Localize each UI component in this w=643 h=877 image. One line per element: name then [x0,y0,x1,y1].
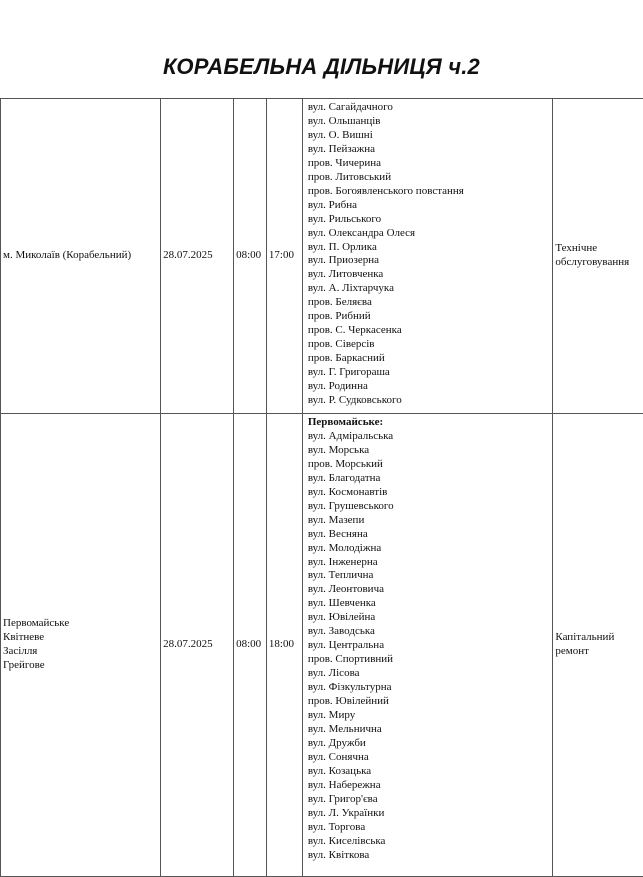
street-name: вул. Литовченка [308,268,550,282]
street-name: вул. А. Ліхтарчука [308,282,550,296]
street-name: вул. Шевченка [308,597,550,611]
street-name: пров. Чичерина [308,157,550,171]
start-time-cell: 08:00 [234,99,267,414]
street-name: пров. Спортивний [308,653,550,667]
street-name: вул. Заводська [308,625,550,639]
table-row [1,99,643,414]
street-name: вул. Лісова [308,667,550,681]
street-name: вул. Родинна [308,380,550,394]
street-name: вул. Сагайдачного [308,101,550,115]
street-name: пров. Рибний [308,310,550,324]
outage-schedule-table [0,98,643,877]
street-name: вул. Р. Судковського [308,394,550,408]
street-name: вул. Благодатна [308,472,550,486]
street-name: вул. Торгова [308,821,550,835]
street-name: вул. Центральна [308,639,550,653]
date-cell: 28.07.2025 [161,99,234,414]
street-name: вул. Квіткова [308,849,550,863]
date-cell: 28.07.2025 [161,414,234,877]
locality-cell [1,99,161,414]
street-name: вул. Дружби [308,737,550,751]
street-name: вул. Весняна [308,528,550,542]
streets-cell [302,414,553,877]
street-name: пров. Баркасний [308,352,550,366]
street-name: вул. Григор'єва [308,793,550,807]
street-name: вул. Грушевського [308,500,550,514]
locality-name: Первомайське [3,617,158,631]
street-name: вул. П. Орлика [308,241,550,255]
locality-name: Квітневе [3,631,158,645]
street-name: вул. Г. Григораша [308,366,550,380]
street-name: вул. Набережна [308,779,550,793]
street-name: вул. Козацька [308,765,550,779]
street-name: пров. С. Черкасенка [308,324,550,338]
street-name: вул. Киселівська [308,835,550,849]
start-time-cell: 08:00 [234,414,267,877]
street-name: вул. Інженерна [308,556,550,570]
street-name: вул. Теплична [308,569,550,583]
street-name: вул. Рильського [308,213,550,227]
street-name: пров. Сіверсів [308,338,550,352]
street-name: вул. Ювілейна [308,611,550,625]
street-name: пров. Литовський [308,171,550,185]
work-type-cell: Капітальний ремонт [553,414,643,877]
street-name: вул. Ольшанців [308,115,550,129]
street-name: пров. Морський [308,458,550,472]
street-name: пров. Богоявленського повстання [308,185,550,199]
street-name: вул. Леонтовича [308,583,550,597]
work-type-cell: Технічне обслуговування [553,99,643,414]
locality-name: Грейгове [3,659,158,673]
table-row [1,414,643,877]
locality-name: Засілля [3,645,158,659]
locality-cell [1,414,161,877]
street-name: вул. Миру [308,709,550,723]
streets-cell [302,99,553,414]
street-name: пров. Беляєва [308,296,550,310]
street-name: пров. Ювілейний [308,695,550,709]
street-name: вул. Фізкультурна [308,681,550,695]
street-name: вул. Рибна [308,199,550,213]
street-name: вул. Космонавтів [308,486,550,500]
street-name: вул. Молодіжна [308,542,550,556]
street-name: вул. Адміральська [308,430,550,444]
end-time-cell: 17:00 [266,99,302,414]
street-name: вул. Олександра Олеся [308,227,550,241]
street-name: вул. Мазепи [308,514,550,528]
page-title: КОРАБЕЛЬНА ДІЛЬНИЦЯ ч.2 [0,54,643,80]
street-name: вул. Сонячна [308,751,550,765]
streets-group-header: Первомайське: [308,416,550,430]
street-name: вул. Мельнична [308,723,550,737]
street-name: вул. Пейзажна [308,143,550,157]
street-name: вул. Приозерна [308,254,550,268]
street-name: вул. О. Вишні [308,129,550,143]
street-name: вул. Морська [308,444,550,458]
locality-name: м. Миколаїв (Корабельний) [3,249,158,263]
end-time-cell: 18:00 [266,414,302,877]
street-name: вул. Л. Українки [308,807,550,821]
